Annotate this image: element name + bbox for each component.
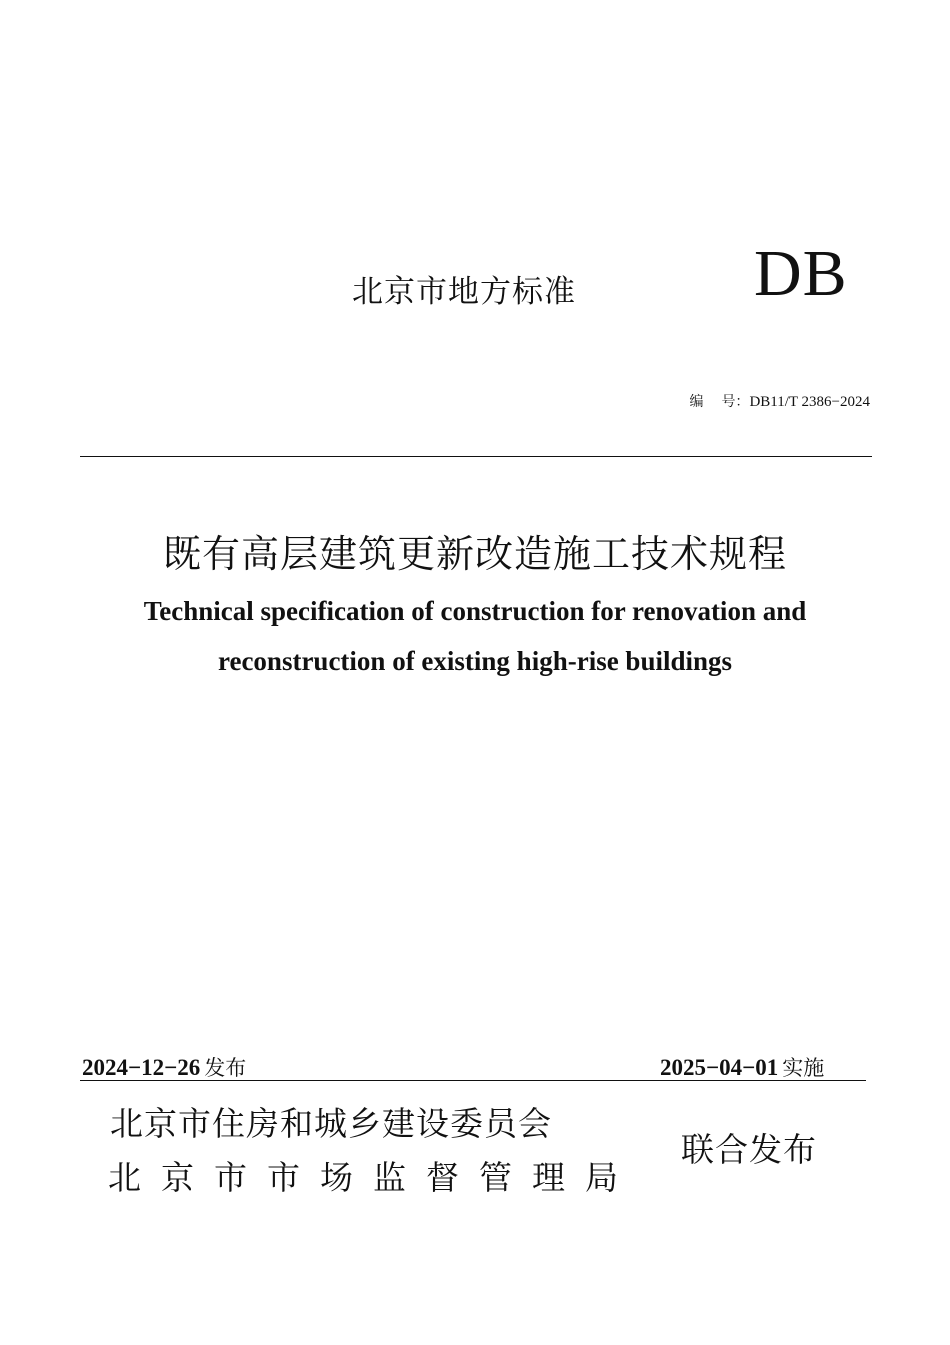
standard-type: 北京市地方标准 [352, 274, 576, 310]
standard-number [689, 391, 870, 411]
issue-date [82, 1052, 246, 1082]
top-divider [80, 456, 872, 457]
title-chinese: 既有高层建筑更新改造施工技术规程 [162, 532, 787, 576]
implementation-date-value: 2025−04−01 [660, 1055, 779, 1080]
publisher-housing-commission: 北京市住房和城乡建设委员会 [110, 1104, 552, 1143]
standard-number-label: 编 号： [689, 394, 750, 410]
implementation-date [660, 1052, 824, 1082]
bottom-divider [80, 1080, 866, 1081]
joint-publish-label: 联合发布 [681, 1130, 817, 1169]
issue-date-label: 发布 [204, 1056, 247, 1080]
standard-number-value: DB11/T 2386−2024 [749, 394, 870, 410]
publisher-market-regulation: 北京市市场监督管理局 [108, 1158, 638, 1197]
standard-mark: DB [754, 237, 848, 310]
issue-date-value: 2024−12−26 [82, 1055, 201, 1080]
title-english-line-2: reconstruction of existing high-rise buildings [217, 646, 733, 676]
title-english-line-1: Technical specification of construction for renovation and [143, 596, 807, 626]
implementation-date-label: 实施 [782, 1056, 825, 1080]
